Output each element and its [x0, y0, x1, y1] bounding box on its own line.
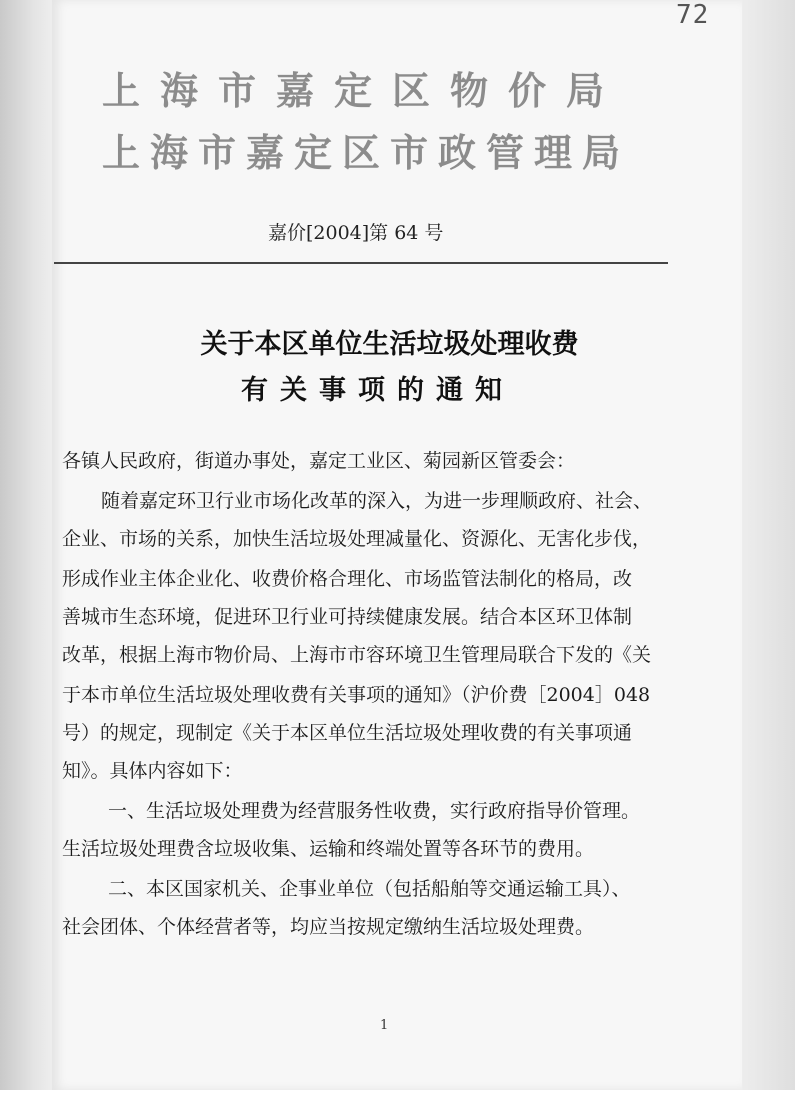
page-number: 1: [380, 1018, 389, 1033]
issuing-org-2: 上海市嘉定区市政管理局: [102, 131, 631, 175]
body-line: 改革，根据上海市物价局、上海市市容环境卫生管理局联合下发的《关: [62, 644, 652, 666]
document-title-line-1: 关于本区单位生活垃圾处理收费: [200, 329, 579, 360]
salutation: 各镇人民政府，街道办事处，嘉定工业区、菊园新区管委会：: [62, 450, 576, 472]
body-line: 号）的规定，现制定《关于本区单位生活垃圾处理收费的有关事项通: [62, 722, 633, 744]
body-line: 一、生活垃圾处理费为经营服务性收费，实行政府指导价管理。: [108, 800, 641, 822]
header-divider: [54, 262, 668, 264]
body-line: 善城市生态环境，促进环卫行业可持续健康发展。结合本区环卫体制: [62, 606, 633, 628]
document-title-line-2: 有关事项的通知: [241, 375, 514, 406]
body-line: 生活垃圾处理费含垃圾收集、运输和终端处置等各环节的费用。: [62, 838, 595, 860]
scan-bottom-margin: [0, 1090, 795, 1108]
body-line: 知》。具体内容如下：: [62, 760, 243, 782]
issuing-org-1: 上海市嘉定区物价局: [102, 69, 625, 113]
body-line: 于本市单位生活垃圾处理收费有关事项的通知》（沪价费［2004］048: [62, 684, 651, 706]
body-line: 企业、市场的关系，加快生活垃圾处理减量化、资源化、无害化步伐，: [62, 528, 652, 550]
document-number: 嘉价[2004]第 64 号: [268, 222, 444, 244]
handwritten-page-mark: 72: [676, 0, 710, 30]
body-line: 二、本区国家机关、企事业单位（包括船舶等交通运输工具）、: [108, 878, 631, 900]
body-line: 形成作业主体企业化、收费价格合理化、市场监管法制化的格局，改: [62, 568, 633, 590]
body-line: 社会团体、个体经营者等，均应当按规定缴纳生活垃圾处理费。: [62, 916, 595, 938]
body-line: 随着嘉定环卫行业市场化改革的深入，为进一步理顺政府、社会、: [101, 490, 653, 512]
scan-right-margin: [742, 0, 795, 1108]
